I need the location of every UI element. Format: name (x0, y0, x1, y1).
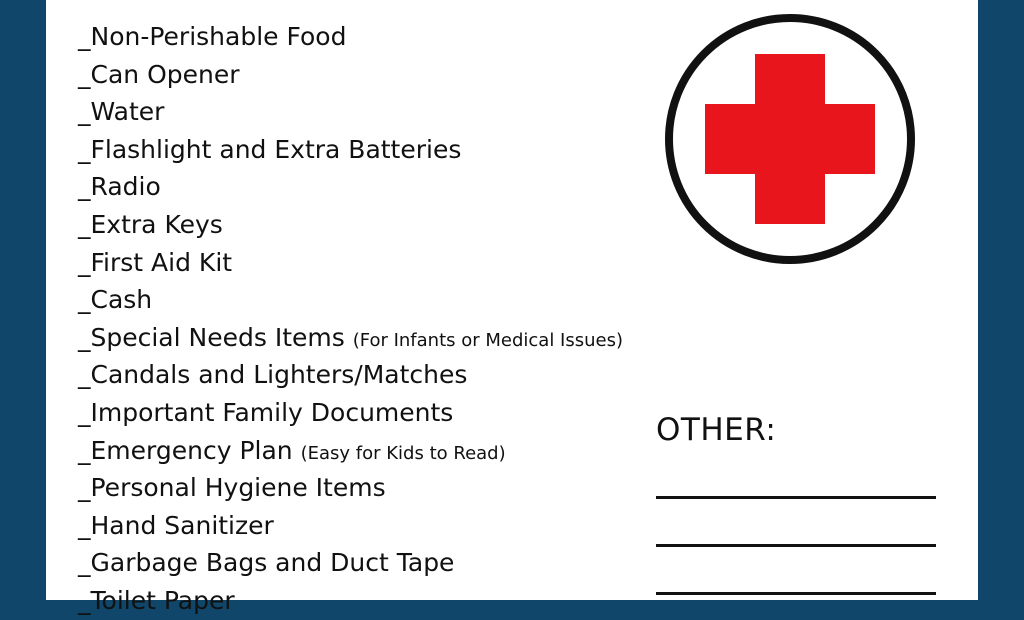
checklist-item-candles-lighters (78, 356, 623, 394)
checklist-item-hand-sanitizer (78, 507, 623, 545)
checklist-item-radio (78, 168, 623, 206)
checklist-item-text: _Garbage Bags and Duct Tape (78, 548, 455, 578)
checklist-item-text: _Can Opener (78, 59, 240, 89)
checklist-item-hygiene-items (78, 469, 623, 507)
checklist-item-water (78, 93, 623, 131)
checklist-item-emergency-plan (78, 432, 623, 470)
checklist-item-text: _Candals and Lighters/Matches (78, 360, 468, 390)
other-write-in-line (656, 592, 936, 595)
checklist-item-note: (For Infants or Medical Issues) (352, 329, 623, 351)
other-heading: OTHER: (656, 412, 777, 448)
checklist-item-family-documents (78, 394, 623, 432)
checklist-item-can-opener (78, 56, 623, 94)
checklist-item-text: _Non-Perishable Food (78, 22, 347, 51)
checklist-item-note: (Easy for Kids to Read) (300, 442, 506, 464)
checklist-item-extra-keys (78, 206, 623, 244)
checklist-item-text: _Radio (78, 172, 161, 202)
checklist-item-text: _Special Needs Items (78, 322, 345, 352)
checklist-item-text: _Extra Keys (78, 209, 223, 239)
checklist-item-text: _Emergency Plan (78, 435, 293, 465)
supply-checklist (78, 18, 623, 620)
checklist-item-text: _Hand Sanitizer (78, 510, 274, 540)
checklist-item-text: _Toilet Paper (78, 585, 235, 615)
checklist-item-first-aid-kit (78, 244, 623, 282)
checklist-item-non-perishable-food (78, 18, 623, 56)
checklist-item-text: _Flashlight and Extra Batteries (78, 134, 462, 164)
other-write-in-line (656, 496, 936, 499)
red-cross-icon (664, 13, 916, 265)
checklist-item-cash (78, 281, 623, 319)
other-write-in-line (656, 544, 936, 547)
checklist-item-toilet-paper (78, 582, 623, 620)
checklist-sheet (46, 0, 978, 615)
checklist-item-special-needs (78, 319, 623, 357)
checklist-item-flashlight (78, 131, 623, 169)
checklist-item-text: _Personal Hygiene Items (78, 473, 386, 503)
checklist-item-text: _Important Family Documents (78, 397, 454, 427)
checklist-item-text: _First Aid Kit (78, 247, 233, 277)
checklist-item-text: _Cash (78, 285, 153, 315)
checklist-item-garbage-bags (78, 544, 623, 582)
checklist-item-text: _Water (78, 97, 165, 127)
